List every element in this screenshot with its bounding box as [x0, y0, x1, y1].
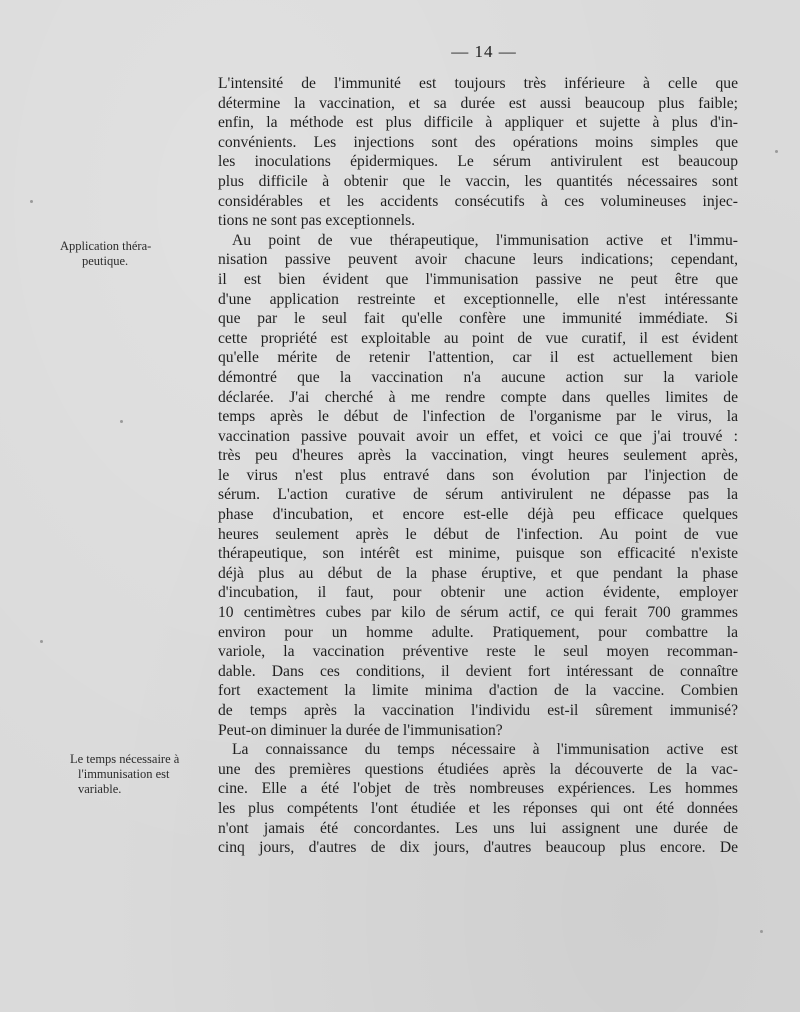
text-line: La connaissance du temps nécessaire à l'immunisation active est: [232, 741, 738, 759]
paper-speck: [40, 640, 43, 643]
text-line: heures seulement après le début de l'infection. Au point de vue: [218, 525, 738, 543]
text-line: thérapeutique, son intérêt est minime, puisque son efficacité n'existe: [218, 545, 738, 563]
text-line: très peu d'heures après la vaccination, vingt heures seulement après,: [218, 447, 738, 465]
text-line: qu'elle mérite de retenir l'attention, car il est actuellement bien: [218, 349, 738, 367]
text-line: détermine la vaccination, et sa durée est aussi beaucoup plus faible;: [218, 94, 738, 112]
margin-note-line: variable.: [78, 782, 122, 796]
text-line: sérum. L'action curative de sérum antivirulent ne dépasse pas la: [218, 486, 738, 504]
margin-note-line: l'immunisation est: [78, 767, 170, 781]
text-line: convénients. Les injections sont des opérations moins simples que: [218, 133, 738, 151]
text-line: variole, la vaccination préventive reste le seul moyen recomman-: [218, 643, 738, 661]
text-line: tions ne sont pas exceptionnels.: [218, 212, 416, 230]
text-line: phase d'incubation, et encore est-elle déjà peu efficace quelques: [218, 506, 738, 524]
text-line: fort exactement la limite minima d'action de la vaccine. Combien: [218, 682, 738, 700]
paper-speck: [775, 150, 778, 153]
text-line: d'incubation, il faut, pour obtenir une action évidente, employer: [218, 584, 738, 602]
text-line: n'ont jamais été concordantes. Les uns lui assignent une durée de: [218, 819, 738, 837]
text-line: Peut-on diminuer la durée de l'immunisation?: [218, 721, 503, 739]
text-line: cinq jours, d'autres de dix jours, d'autres beaucoup plus encore. De: [218, 839, 738, 857]
text-line: L'intensité de l'immunité est toujours très inférieure à celle que: [218, 75, 738, 92]
text-line: enfin, la méthode est plus difficile à appliquer et sujette à plus d'in-: [218, 114, 738, 132]
text-line: nisation passive peuvent avoir chacune leurs indications; cependant,: [218, 251, 738, 269]
text-line: 10 centimètres cubes par kilo de sérum actif, ce qui ferait 700 grammes: [218, 604, 738, 622]
paper-speck: [30, 200, 33, 203]
text-line: déjà plus au début de la phase éruptive, et que pendant la phase: [218, 564, 738, 582]
paper-speck: [120, 420, 123, 423]
text-line: plus difficile à obtenir que le vaccin, les quantités nécessaires sont: [218, 172, 738, 190]
text-line: les inoculations épidermiques. Le sérum antivirulent est beaucoup: [218, 153, 738, 171]
page-number: — 14 —: [451, 42, 517, 61]
text-line: dable. Dans ces conditions, il devient fort intéressant de connaître: [218, 662, 738, 680]
text-line: le virus n'est plus entravé dans son évolution par l'injection de: [218, 466, 738, 484]
margin-note-line: Le temps nécessaire à: [70, 752, 180, 766]
text-line: les plus compétents l'ont étudiée et les réponses qui ont été données: [218, 799, 738, 817]
text-line: démontré que la vaccination n'a aucune action sur la variole: [218, 368, 738, 386]
margin-note-line: Application théra-: [60, 239, 152, 253]
text-line: que par le seul fait qu'elle confère une immunité immédiate. Si: [218, 310, 738, 328]
text-line: d'une application restreinte et exceptionnelle, elle n'est intéressante: [218, 290, 738, 308]
text-line: considérables et les accidents consécutifs à ces volumineuses injec-: [218, 192, 738, 210]
text-line: environ pour un homme adulte. Pratiquement, pour combattre la: [218, 623, 738, 641]
margin-note-line: peutique.: [82, 254, 129, 268]
text-line: déclarée. J'ai cherché à me rendre compte dans quelles limites de: [218, 388, 738, 406]
text-line: temps après le début de l'infection de l'organisme par le virus, la: [218, 408, 738, 426]
text-line: cette propriété est exploitable au point de vue curatif, il est évident: [218, 329, 738, 347]
body-text: [218, 74, 738, 858]
text-line: une des premières questions étudiées après la découverte de la vac-: [218, 760, 738, 778]
paper-speck: [760, 930, 763, 933]
text-line: il est bien évident que l'immunisation passive ne peut être que: [218, 270, 738, 288]
margin-note-therapeutic-application: [60, 239, 210, 269]
text-line: Au point de vue thérapeutique, l'immunisation active et l'immu-: [232, 231, 738, 249]
text-line: de temps après la vaccination l'individu est-il sûrement immunisé?: [218, 702, 738, 719]
text-line: vaccination passive pouvait avoir un effet, et voici ce que j'ai trouvé :: [218, 427, 738, 445]
text-line: cine. Elle a été l'objet de très nombreuses expériences. Les hommes: [218, 780, 738, 798]
margin-note-immunisation-time: [70, 752, 210, 797]
